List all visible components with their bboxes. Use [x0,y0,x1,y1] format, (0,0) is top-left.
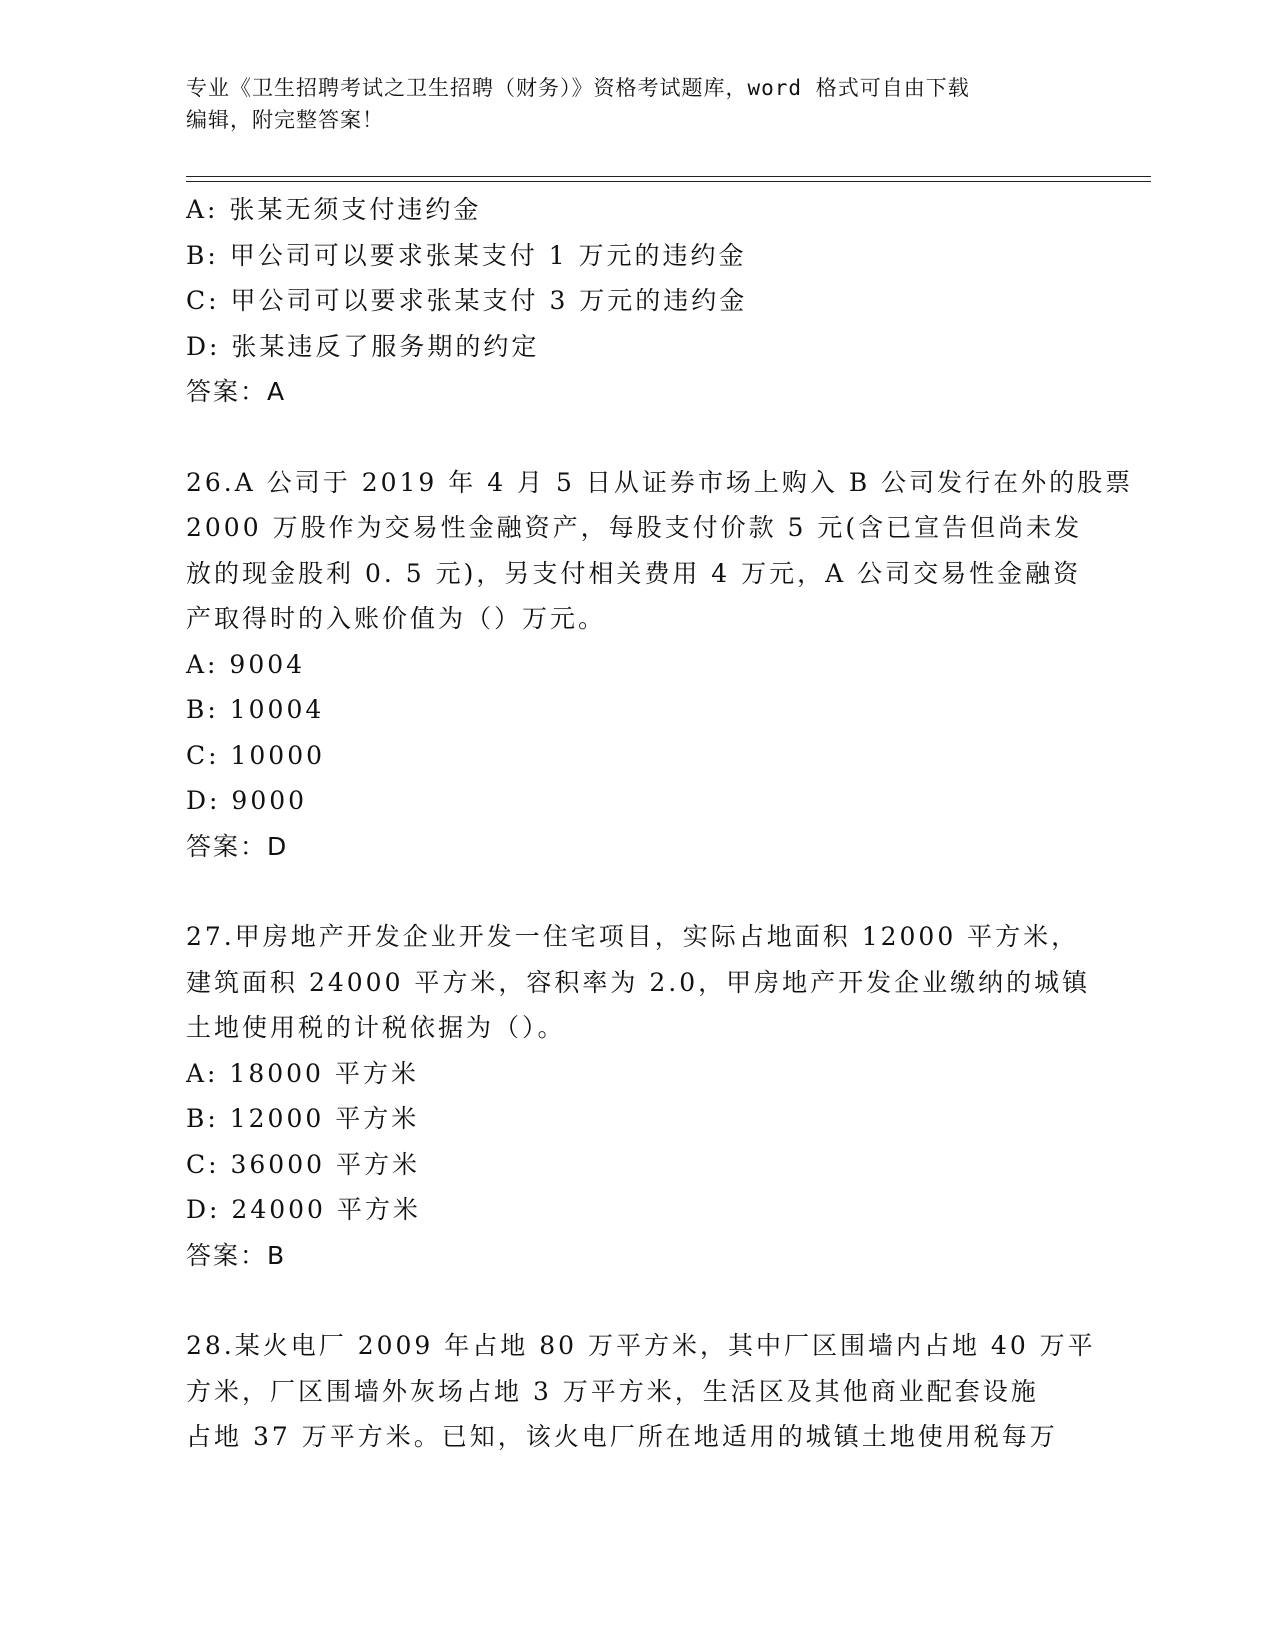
spacer [186,1278,1086,1323]
question-stem-line: 土地使用税的计税依据为（）。 [186,1013,566,1042]
question-25 [186,187,1086,415]
question-28 [186,1323,1096,1460]
question-stem-line: 28.某火电厂 2009 年占地 80 万平方米，其中厂区围墙内占地 40 万平 [186,1331,1096,1360]
option-d: D: 张某违反了服务期的约定 [186,331,540,361]
header-divider-top [186,176,1151,177]
answer: 答案：B [186,1240,287,1270]
option-a: A: 18000 平方米 [186,1058,419,1088]
document-header [186,72,1066,136]
header-divider-bottom [186,181,1151,182]
option-d: D: 24000 平方米 [186,1195,421,1224]
option-c: C: 10000 [186,740,326,770]
header-line-1: 专业《卫生招聘考试之卫生招聘（财务）》资格考试题库，word 格式可自由下载 [186,76,970,100]
question-26 [186,460,1134,870]
question-stem-line: 2000 万股作为交易性金融资产，每股支付价款 5 元(含已宣告但尚未发 [186,513,1083,542]
question-stem-line: 建筑面积 24000 平方米，容积率为 2.0，甲房地产开发企业缴纳的城镇 [186,967,1091,997]
answer: 答案：A [186,377,287,406]
question-stem-line: 方米，厂区围墙外灰场占地 3 万平方米，生活区及其他商业配套设施 [186,1376,1039,1406]
option-a: A: 9004 [186,649,306,679]
question-stem-line: 产取得时的入账价值为（）万元。 [186,604,607,633]
question-27 [186,914,1091,1278]
spacer [186,869,1086,914]
question-stem-line: 占地 37 万平方米。已知，该火电厂所在地适用的城镇土地使用税每万 [186,1422,1058,1451]
spacer [186,415,1086,460]
option-c: C: 甲公司可以要求张某支付 3 万元的违约金 [186,286,748,315]
question-stem-line: 放的现金股利 0. 5 元)，另支付相关费用 4 万元，A 公司交易性金融资 [186,558,1082,588]
option-c: C: 36000 平方米 [186,1149,420,1179]
option-a: A: 张某无须支付违约金 [186,195,482,224]
question-stem-line: 27.甲房地产开发企业开发一住宅项目，实际占地面积 12000 平方米， [186,922,1080,951]
header-line-2: 编辑，附完整答案！ [186,108,384,132]
option-b: B: 12000 平方米 [186,1104,420,1133]
option-b: B: 10004 [186,695,325,724]
option-d: D: 9000 [186,786,308,815]
answer: 答案：D [186,831,289,861]
question-stem-line: 26.A 公司于 2019 年 4 月 5 日从证券市场上购入 B 公司发行在外的股票 [186,467,1134,497]
question-list [186,187,1134,1460]
option-b: B: 甲公司可以要求张某支付 1 万元的违约金 [186,240,747,270]
